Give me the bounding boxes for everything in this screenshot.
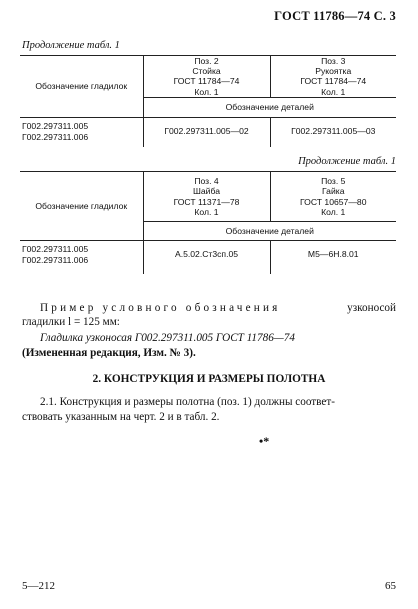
table2-col-pos4 [143, 172, 270, 222]
table2 [20, 171, 396, 274]
table2-row-designations [20, 241, 143, 274]
example-designation: Гладилка узконосая Г002.297311.005 ГОСТ 11786—74 [40, 332, 295, 344]
table2-col-pos4-name: Шайба [193, 186, 220, 197]
table1-col-pos3-quantity: Кол. 1 [321, 86, 346, 97]
table1-parts-header: Обозначение деталей [143, 97, 396, 117]
table2-col-pos5-name: Гайка [322, 186, 345, 197]
table2-value-pos5: М5—6Н.8.01 [270, 241, 396, 274]
table1 [20, 55, 396, 147]
example-lead: Пример условного обозначения [40, 302, 281, 314]
table2-row-1: Г002.297311.005 [22, 244, 89, 254]
clause-line-1: 2.1. Конструкция и размеры полотна (поз. 1) должны соответ- [40, 396, 335, 408]
table2-col-pos5-standard: ГОСТ 10657—80 [300, 196, 367, 207]
table1-value-pos3: Г002.297311.005—03 [270, 117, 396, 147]
stray-mark: •* [259, 434, 270, 448]
table1-continuation-label: Продолжение табл. 1 [22, 40, 120, 51]
table2-continuation-label: Продолжение табл. 1 [298, 156, 396, 167]
table1-col-pos3 [270, 56, 396, 98]
table1-value-pos2: Г002.297311.005—02 [143, 117, 270, 147]
table2-col-pos5-number: Поз. 5 [321, 176, 346, 187]
example-line-1 [40, 301, 396, 315]
table1-designation-header: Обозначение гладилок [20, 56, 143, 118]
table1-col-pos3-standard: ГОСТ 11784—74 [300, 76, 367, 87]
table2-col-pos5 [270, 172, 396, 222]
clause-line-2: ствовать указанным на черт. 2 и в табл. 2. [22, 411, 220, 423]
table1-row-2: Г002.297311.006 [22, 131, 89, 142]
table1-row-designations [20, 117, 143, 147]
table2-value-pos4: А.5.02.Ст3сп.05 [143, 241, 270, 274]
table1-row-1: Г002.297311.005 [22, 120, 89, 131]
section-title: 2. КОНСТРУКЦИЯ И РАЗМЕРЫ ПОЛОТНА [92, 373, 326, 385]
table1-col-pos2-name: Стойка [192, 66, 221, 77]
table2-parts-header: Обозначение деталей [143, 222, 396, 241]
table1-col-pos3-number: Поз. 3 [321, 56, 346, 66]
table1-col-pos2-number: Поз. 2 [194, 56, 219, 66]
table2-designation-header: Обозначение гладилок [20, 172, 143, 241]
table2-col-pos4-standard: ГОСТ 11371—78 [173, 196, 240, 207]
table1-col-pos3-name: Рукоятка [315, 66, 352, 77]
table1-col-pos2-quantity: Кол. 1 [194, 86, 219, 97]
example-line-2: гладилки l = 125 мм: [22, 316, 120, 328]
page-header: ГОСТ 11786—74 С. 3 [274, 9, 396, 23]
footer-code: 5—212 [22, 580, 55, 592]
example-amendment-note: (Измененная редакция, Изм. № 3). [22, 347, 196, 359]
page-number: 65 [385, 580, 396, 592]
table2-col-pos4-quantity: Кол. 1 [194, 206, 219, 217]
table2-row-2: Г002.297311.006 [22, 255, 89, 265]
table1-col-pos2-standard: ГОСТ 11784—74 [173, 76, 240, 87]
table2-col-pos4-number: Поз. 4 [194, 176, 219, 187]
table2-col-pos5-quantity: Кол. 1 [321, 206, 346, 217]
table1-col-pos2 [143, 56, 270, 98]
example-tail: узконосой [347, 302, 396, 314]
